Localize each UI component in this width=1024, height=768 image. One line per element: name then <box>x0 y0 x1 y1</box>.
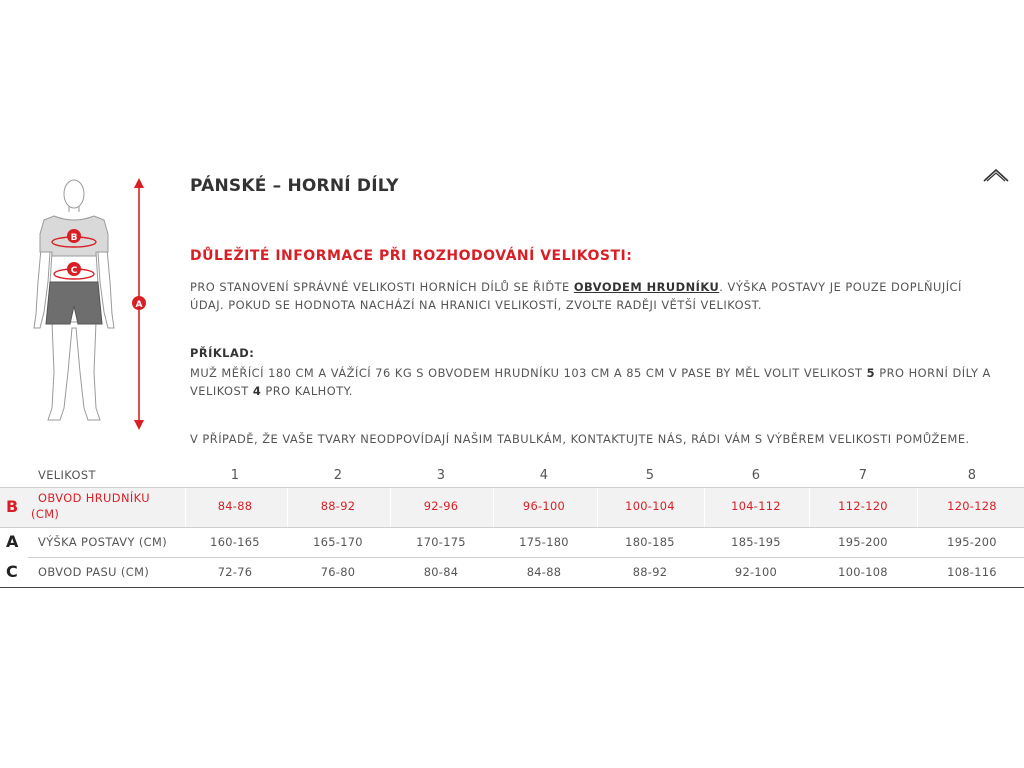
size-col-header: 5 <box>645 468 655 483</box>
table-row-waist <box>0 557 1024 587</box>
chevron-up-icon <box>981 166 1011 184</box>
size-col-header: 8 <box>967 468 977 483</box>
size-col-header: 3 <box>436 468 446 483</box>
size-col-header: 4 <box>539 468 549 483</box>
column-divider <box>390 487 391 527</box>
table-cell: 120-128 <box>947 499 997 513</box>
table-bottom-rule <box>0 587 1024 588</box>
table-cell: 100-104 <box>625 499 675 513</box>
column-divider <box>185 487 186 527</box>
column-divider <box>597 487 598 527</box>
table-cell: 84-88 <box>526 565 562 579</box>
column-divider <box>493 487 494 527</box>
body-measurement-figure <box>28 172 160 434</box>
table-cell: 96-100 <box>522 499 566 513</box>
row-letter-c: C <box>6 562 18 581</box>
table-cell: 165-170 <box>313 535 363 549</box>
table-cell: 72-76 <box>217 565 253 579</box>
table-row-height <box>0 527 1024 557</box>
table-row-chest <box>0 487 1024 527</box>
chest-circumference-highlight: OBVODEM HRUDNÍKU <box>573 280 720 294</box>
column-divider <box>809 487 810 527</box>
table-cell: 92-100 <box>734 565 778 579</box>
column-divider <box>287 487 288 527</box>
example-label: PŘÍKLAD: <box>190 346 255 360</box>
table-cell: 108-116 <box>947 565 997 579</box>
contact-note: V PŘÍPADĚ, ŽE VAŠE TVARY NEODPOVÍDAJÍ NAŠIM TABULKÁM, KONTAKTUJTE NÁS, RÁDI VÁM S VÝBĚREM VELIKOSTI POMŮŽEME. <box>190 432 970 446</box>
table-cell: 185-195 <box>731 535 781 549</box>
table-cell: 92-96 <box>423 499 459 513</box>
table-cell: 88-92 <box>320 499 356 513</box>
size-header-label: VELIKOST <box>38 468 96 482</box>
column-divider <box>917 487 918 527</box>
info-paragraph-line-1: PRO STANOVENÍ SPRÁVNÉ VELIKOSTI HORNÍCH DÍLŮ SE ŘIĎTE OBVODEM HRUDNÍKU. VÝŠKA POSTAVY JE POUZE DOPLŇUJÍCÍ <box>190 280 962 294</box>
table-cell: 80-84 <box>423 565 459 579</box>
table-cell: 104-112 <box>731 499 781 513</box>
height-measurement-arrow <box>132 178 146 430</box>
page-title: PÁNSKÉ – HORNÍ DÍLY <box>190 176 399 196</box>
svg-text:B: B <box>70 233 78 243</box>
table-cell: 160-165 <box>210 535 260 549</box>
svg-text:C: C <box>70 266 78 276</box>
table-cell: 195-200 <box>838 535 888 549</box>
example-line-2: VELIKOST 4 PRO KALHOTY. <box>190 384 353 398</box>
table-cell: 195-200 <box>947 535 997 549</box>
row-label-height: VÝŠKA POSTAVY (CM) <box>38 535 168 549</box>
important-info-heading: DŮLEŽITÉ INFORMACE PŘI ROZHODOVÁNÍ VELIKOSTI: <box>190 248 633 264</box>
table-cell: 100-108 <box>838 565 888 579</box>
row-divider <box>0 527 1024 528</box>
row-divider <box>0 487 1024 488</box>
head-outline <box>64 180 84 212</box>
svg-text:A: A <box>135 300 143 310</box>
table-cell: 170-175 <box>416 535 466 549</box>
table-cell: 84-88 <box>217 499 253 513</box>
row-label-chest: OBVOD HRUDNÍKU (CM) <box>31 491 150 521</box>
table-cell: 88-92 <box>632 565 668 579</box>
size-col-header: 2 <box>333 468 343 483</box>
row-divider <box>28 557 1024 558</box>
size-col-header: 6 <box>751 468 761 483</box>
row-letter-b: B <box>6 497 19 516</box>
example-line-1: MUŽ MĚŘÍCÍ 180 CM A VÁŽÍCÍ 76 KG S OBVODEM HRUDNÍKU 103 CM A 85 CM V PASE BY MĚL VOLIT VELIKOST 5 PRO HORNÍ DÍLY A <box>190 366 991 380</box>
row-letter-a: A <box>6 532 19 551</box>
row-label-waist: OBVOD PASU (CM) <box>38 565 150 579</box>
info-paragraph-line-2: ÚDAJ. POKUD SE HODNOTA NACHÁZÍ NA HRANICI VELIKOSTÍ, ZVOLTE RADĚJI VĚTŠÍ VELIKOST. <box>190 298 762 312</box>
legs-outline <box>48 322 100 420</box>
table-cell: 76-80 <box>320 565 356 579</box>
table-cell: 180-185 <box>625 535 675 549</box>
table-header-row <box>0 462 1024 487</box>
shorts <box>46 282 102 324</box>
size-col-header: 1 <box>230 468 240 483</box>
collapse-button[interactable] <box>981 166 1011 184</box>
size-col-header: 7 <box>858 468 868 483</box>
table-cell: 175-180 <box>519 535 569 549</box>
table-cell: 112-120 <box>838 499 888 513</box>
column-divider <box>704 487 705 527</box>
